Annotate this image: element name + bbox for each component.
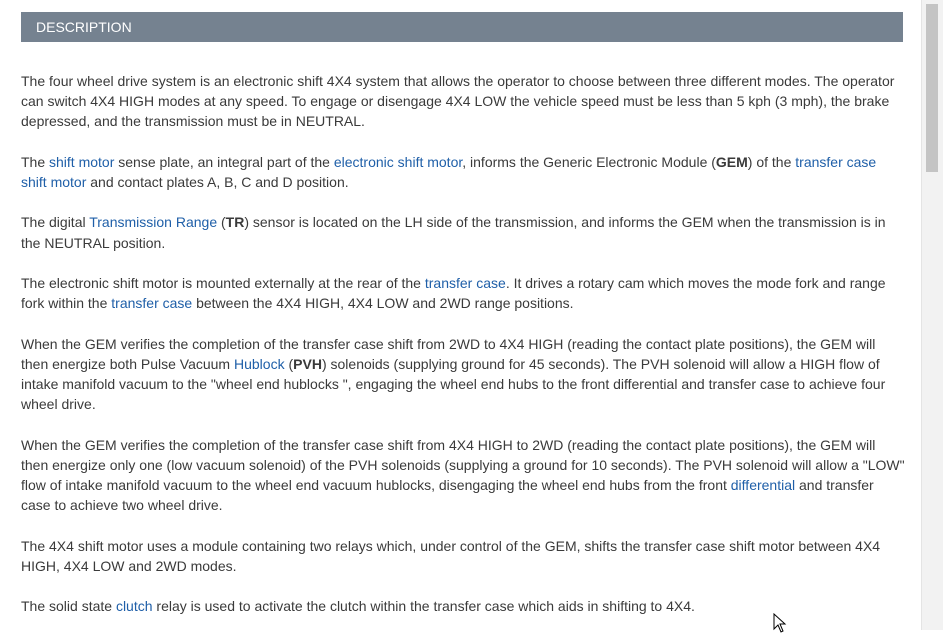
term-link[interactable]: transfer case — [424, 274, 506, 291]
paragraph-text: , informs the Generic Electronic Module ( — [462, 153, 716, 170]
section-header — [21, 12, 903, 42]
scrollbar-thumb[interactable] — [926, 4, 938, 172]
paragraph-text: When the GEM verifies the completion of the transfer case shift from 2WD to 4X4 HIGH (reading the contact plate positions), the GEM will then energize both Pulse Vacuum — [21, 335, 876, 372]
abbreviation-text: TR — [225, 214, 245, 231]
abbreviation-text: GEM — [715, 153, 748, 170]
section-title: DESCRIPTION — [36, 19, 132, 35]
description-paragraph — [21, 212, 905, 252]
mouse-cursor-icon — [773, 613, 787, 633]
paragraph-text: The digital — [21, 214, 90, 231]
paragraph-text: ) of the — [747, 153, 796, 170]
term-link[interactable]: transfer case shift motor — [21, 153, 877, 190]
term-link[interactable]: Transmission Range — [89, 214, 218, 231]
term-link[interactable]: shift motor — [49, 153, 115, 170]
term-link[interactable]: transfer case — [111, 295, 193, 312]
paragraph-text: and transfer case to achieve two wheel drive. — [21, 476, 874, 514]
paragraph-text: and contact plates A, B, C and D position. — [86, 174, 349, 190]
paragraph-text: The four wheel drive system is an electronic shift 4X4 system that allows the operator to choose between three different modes. The operator can switch 4X4 HIGH modes at any speed. To engage or disengage 4X4 LOW the vehicle speed must be less than 5 kph (3 mph), the brake depressed, and the transmission must be in NEUTRAL. — [21, 73, 895, 130]
paragraph-text: The electronic shift motor is mounted externally at the rear of the — [21, 274, 425, 291]
description-paragraph — [21, 273, 905, 313]
description-paragraph — [21, 152, 905, 192]
paragraph-text: The — [21, 153, 50, 170]
paragraph-text: When the GEM verifies the completion of the transfer case shift from 4X4 HIGH to 2WD (reading the contact plate positions), the GEM will then energize only one (low vacuum solenoid) of the PVH solenoids (supplying a ground for 10 seconds). The PVH solenoid will allow a "LOW" flow of intake manifold vacuum to the wheel end vacuum hublocks, disengaging the wheel end hubs from the front — [21, 436, 905, 493]
paragraph-text: . It drives a rotary cam which moves the mode fork and range fork within the — [21, 274, 886, 312]
paragraph-text: ) solenoids (supplying ground for 45 seconds). The PVH solenoid will allow a HIGH flow of intake manifold vacuum to the "wheel end hublocks ", engaging the wheel end hubs to the front differential and transfer case to achieve four wheel drive. — [21, 355, 886, 413]
abbreviation-text: PVH — [293, 355, 322, 372]
description-paragraph — [21, 71, 905, 132]
paragraph-text: between the 4X4 HIGH, 4X4 LOW and 2WD range positions. — [192, 295, 574, 312]
paragraph-text: ( — [284, 355, 294, 372]
term-link[interactable]: differential — [730, 476, 796, 493]
description-paragraph — [21, 536, 905, 576]
paragraph-text: relay is used to activate the clutch within the transfer case which aids in shifting to 4X4. — [152, 598, 695, 615]
term-link[interactable]: electronic shift motor — [333, 153, 463, 170]
paragraph-text: sense plate, an integral part of the — [114, 153, 334, 170]
description-content — [21, 71, 905, 637]
paragraph-text: The solid state — [21, 598, 116, 615]
description-paragraph — [21, 435, 905, 516]
term-link[interactable]: Hublock — [234, 355, 285, 372]
vertical-scrollbar[interactable] — [921, 0, 943, 630]
paragraph-text: The 4X4 shift motor uses a module containing two relays which, under control of the GEM, shifts the transfer case shift motor between 4X4 HIGH, 4X4 LOW and 2WD modes. — [21, 537, 881, 574]
term-link[interactable]: clutch — [115, 598, 153, 615]
description-paragraph — [21, 334, 905, 415]
paragraph-text: ) sensor is located on the LH side of the transmission, and informs the GEM when the transmission is in the NEUTRAL position. — [21, 214, 886, 251]
paragraph-text: ( — [217, 214, 226, 231]
